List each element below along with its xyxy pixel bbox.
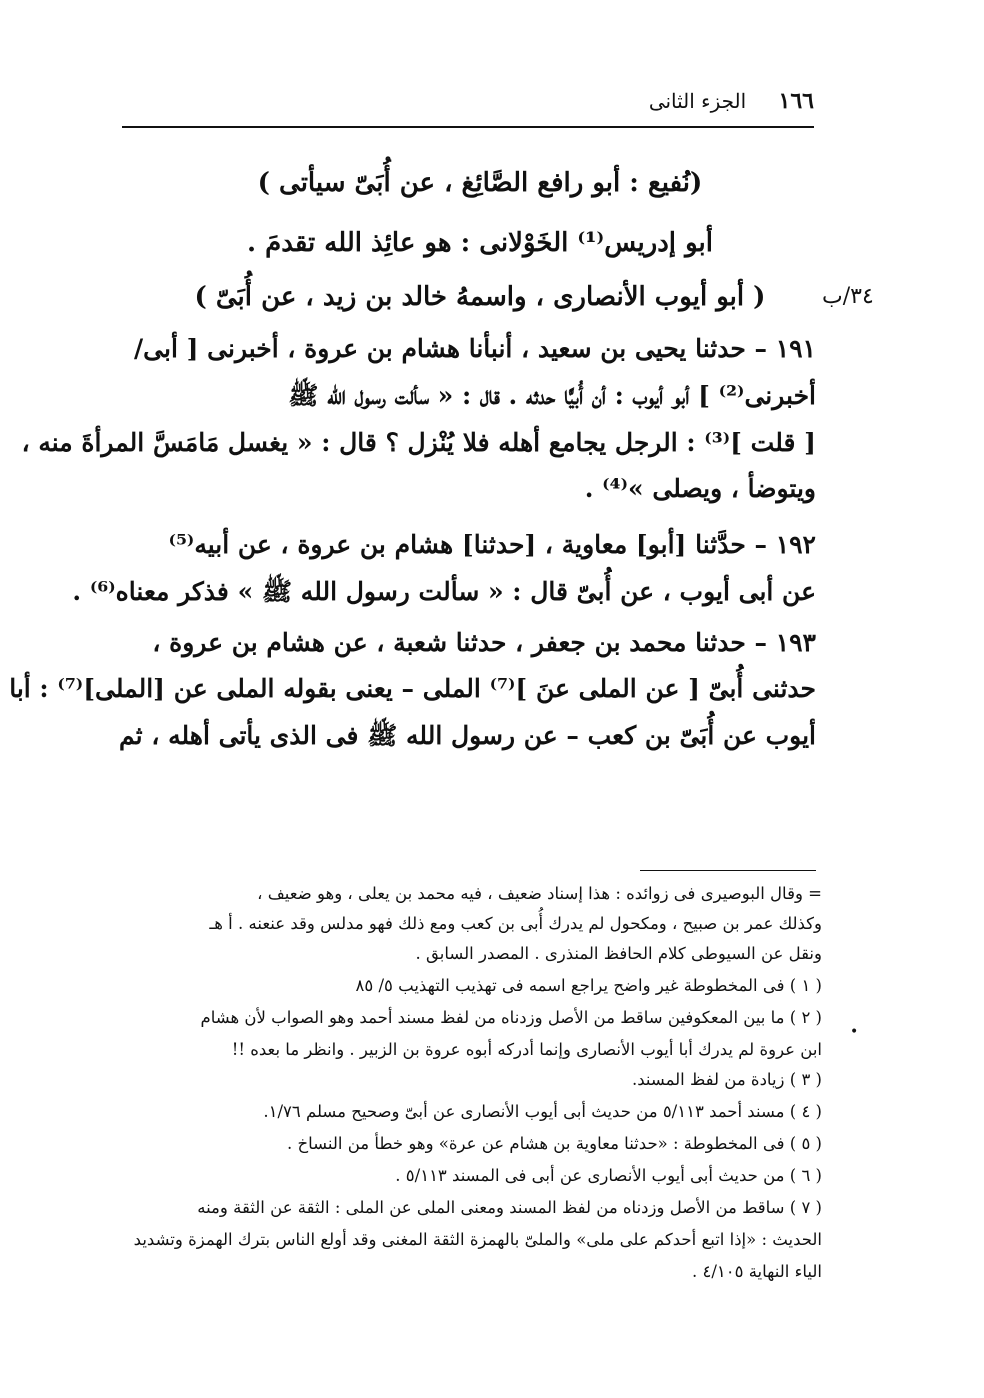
page-number: ١٦٦ [778,88,814,114]
margin-dot: • [850,1024,859,1040]
footnote-2-line-2: ابن عروة لم يدرك أبا أيوب الأنصارى وإنما أدركه أبوه عروة بن الزبير . وانظر ما بعده !! [231,1040,822,1059]
footnote-3: ( ٣ ) زيادة من لفظ المسند. [632,1070,822,1089]
heading-abu-idris: أبو إدريس⁽¹⁾ الخَوْلانى : هو عائِذ الله تقدمَ . [247,228,713,258]
hadith-191-line-3: [ قلت ]⁽³⁾ : الرجل يجامع أهله فلا يُنْزل ؟ قال : « يغسل مَامَسَّ المرأةَ منه ، [21,428,816,457]
hadith-193-line-1: ١٩٣ – حدثنا محمد بن جعفر ، حدثنا شعبة ، عن هشام بن عروة ، [152,628,816,657]
heading-nufay: (نُفيع : أبو رافع الصَّائِغ ، عن أُبَىّ سيأتى ) [257,168,703,198]
running-title: الجزء الثانى [648,89,747,113]
hadith-191-line-1: ١٩١ – حدثنا يحيى بن سعيد ، أنبأنا هشام بن عروة ، أخبرنى [ أبى/ [134,334,816,363]
hadith-193-line-2: حدثنى أُبىّ [ عن الملى عنَ ]⁽⁷⁾ الملى – يعنى بقوله الملى عن [الملى]⁽⁷⁾ : أبا [9,674,816,703]
header-rule [122,126,814,128]
footnote-7-line-2: الحديث : «إذا اتبع أحدكم على ملى» والملىّ بالهمزة الثقة المغنى وقد أولع الناس بترك الهمزة وتشديد [133,1230,822,1249]
page-header [649,88,814,114]
manuscript-folio-mark: ٣٤/ب [822,284,874,309]
footnote-5: ( ٥ ) فى المخطوطة : «حدثنا معاوية بن هشام عن عرة» وهو خطأ من النساخ . [287,1134,822,1153]
footnote-rule [640,870,816,871]
footnote-continuation-line-3: ونقل عن السيوطى كلام الحافظ المنذرى . المصدر السابق . [415,944,822,963]
footnote-2-line-1: ( ٢ ) ما بين المعكوفين ساقط من الأصل وزدناه من لفظ مسند أحمد وهو الصواب لأن هشام [200,1008,822,1027]
heading-abu-ayyub: ( أبو أيوب الأنصارى ، واسمهُ خالد بن زيد ، عن أُبَىّ ) [194,282,766,312]
footnote-1: ( ١ ) فى المخطوطة غير واضح يراجع اسمه فى تهذيب التهذيب ٥/ ٨٥ [355,976,822,995]
footnote-7-line-1: ( ٧ ) ساقط من الأصل وزدناه من لفظ المسند ومعنى الملى عن الملى : الثقة عن الثقة ومنه [197,1198,822,1217]
footnote-4: ( ٤ ) مسند أحمد ٥/١١٣ من حديث أبى أيوب الأنصارى عن أبىّ وصحيح مسلم ١/٧٦. [263,1102,822,1121]
hadith-192-line-1: ١٩٢ – حدَّثنا [أبو] معاوية ، [حدثنا] هشام بن عروة ، عن أبيه⁽⁵⁾ [168,530,816,559]
footnote-continuation-line-2: وكذلك عمر بن صبيح ، ومكحول لم يدرك أُبى بن كعب ومع ذلك فهو مدلس وقد عنعنه . أ هـ [209,914,822,933]
hadith-191-line-2: أخبرنى⁽²⁾ ] أبو أيوب : أن أُبيًّا حدثه . قال : « سألت رسول الله ﷺ [288,381,816,410]
hadith-192-line-2: عن أبى أيوب ، عن أُبىّ قال : « سألت رسول الله ﷺ » فذكر معناه⁽⁶⁾ . [72,577,816,606]
hadith-191-line-4: ويتوضأ ، ويصلى »⁽⁴⁾ . [584,474,816,503]
footnote-7-line-3: الياء النهاية ٤/١٠٥ . [691,1262,822,1281]
footnote-6: ( ٦ ) من حديث أبى أيوب الأنصارى عن أبى فى المسند ٥/١١٣ . [395,1166,822,1185]
footnote-continuation-line-1: = وقال البوصيرى فى زوائده : هذا إسناد ضعيف ، فيه محمد بن يعلى ، وهو ضعيف ، [257,884,822,903]
hadith-193-line-3: أيوب عن أُبَىّ بن كعب – عن رسول الله ﷺ فى الذى يأتى أهله ، ثم [119,721,816,750]
